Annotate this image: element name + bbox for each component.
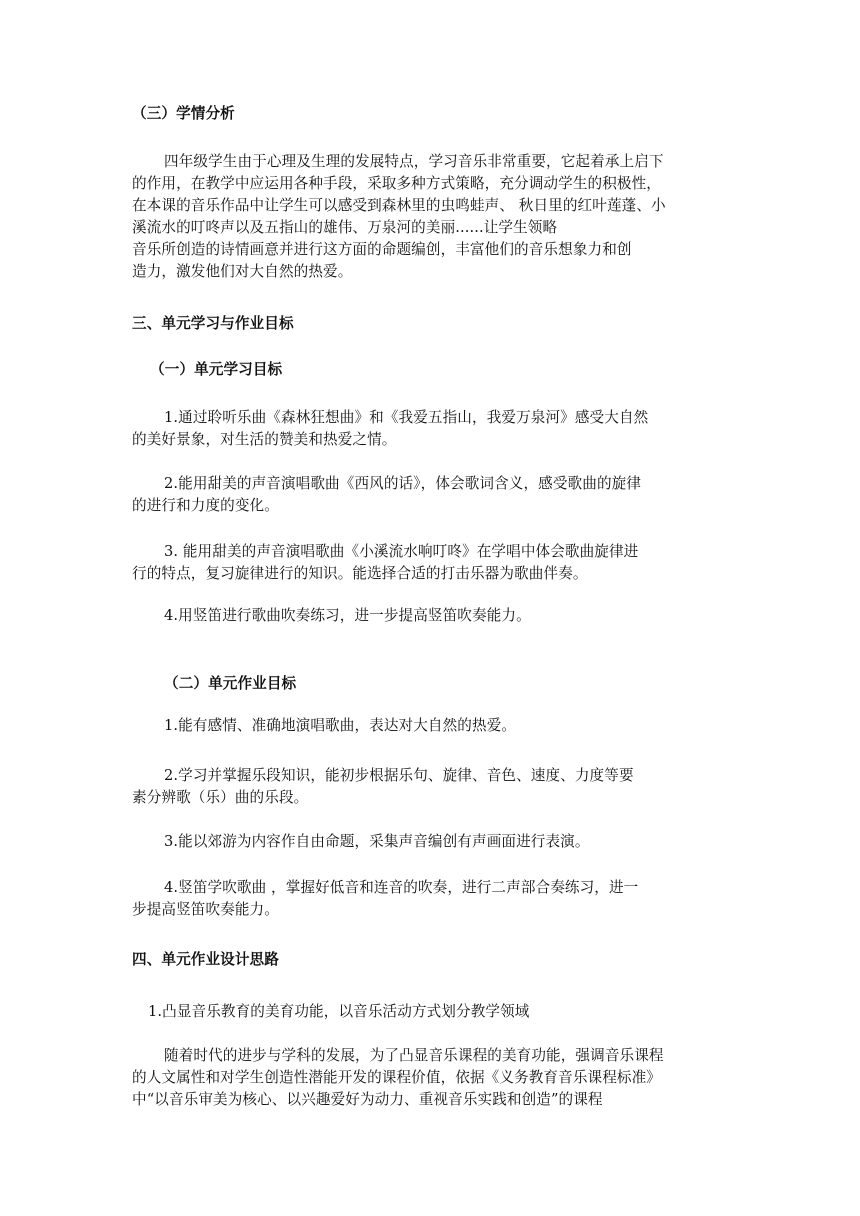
heading-section-4: 四、单元作业设计思路: [132, 951, 279, 968]
learning-goal-item: 行的特点，复习旋律进行的知识。能选择合适的打击乐器为歌曲伴奏。: [132, 565, 588, 582]
learning-goal-item: 2.能用甜美的声音演唱歌曲《西风的话》，体会歌词含义，感受歌曲的旋律: [164, 475, 642, 492]
heading-homework-goals: （二）单元作业目标: [164, 675, 297, 692]
learning-goal-item: 的进行和力度的变化。: [132, 497, 279, 514]
paragraph-line: 的作用，在教学中应运用各种手段，采取多种方式策略，充分调动学生的积极性，: [132, 175, 661, 192]
homework-goal-item: 2.学习并掌握乐段知识，能初步根据乐句、旋律、音色、速度、力度等要: [164, 767, 634, 784]
homework-goal-item: 1.能有感情、准确地演唱歌曲，表达对大自然的热爱。: [164, 717, 517, 734]
paragraph-line: 随着时代的进步与学科的发展，为了凸显音乐课程的美育功能，强调音乐课程: [164, 1047, 664, 1064]
paragraph-line: 四年级学生由于心理及生理的发展特点，学习音乐非常重要，它起着承上启下: [164, 153, 664, 170]
subheading-aesthetic-function: 1.凸显音乐教育的美育功能，以音乐活动方式划分教学领域: [148, 1003, 530, 1020]
homework-goal-item: 4.竖笛学吹歌曲 ，掌握好低音和连音的吹奏，进行二声部合奏练习，进一: [164, 879, 639, 896]
paragraph-line: 音乐所创造的诗情画意并进行这方面的命题编创，丰富他们的音乐想象力和创: [132, 241, 632, 258]
learning-goal-item: 的美好景象，对生活的赞美和热爱之情。: [132, 431, 397, 448]
learning-goal-item: 3. 能用甜美的声音演唱歌曲《小溪流水响叮咚》在学唱中体会歌曲旋律进: [164, 543, 639, 560]
paragraph-line: 造力，激发他们对大自然的热爱。: [132, 263, 353, 280]
paragraph-line: 中“以音乐审美为核心、以兴趣爱好为动力、重视音乐实践和创造”的课程: [132, 1091, 603, 1108]
paragraph-line: 在本课的音乐作品中让学生可以感受到森林里的虫鸣蛙声、 秋日里的红叶莲蓬、小: [132, 197, 666, 214]
heading-learning-analysis: （三）学情分析: [132, 105, 235, 122]
heading-section-3: 三、单元学习与作业目标: [132, 315, 294, 332]
homework-goal-item: 素分辨歌（乐）曲的乐段。: [132, 789, 309, 806]
paragraph-line: 的人文属性和对学生创造性潜能开发的课程价值，依据《义务教育音乐课程标准》: [132, 1069, 661, 1086]
heading-learning-goals: （一）单元学习目标: [150, 361, 283, 378]
learning-goal-item: 4.用竖笛进行歌曲吹奏练习，进一步提高竖笛吹奏能力。: [164, 607, 531, 624]
homework-goal-item: 步提高竖笛吹奏能力。: [132, 901, 279, 918]
paragraph-line: 溪流水的叮咚声以及五指山的雄伟、万泉河的美丽......让学生领略: [132, 219, 558, 236]
homework-goal-item: 3.能以郊游为内容作自由命题，采集声音编创有声画面进行表演。: [164, 833, 590, 850]
learning-goal-item: 1.通过聆听乐曲《森林狂想曲》和《我爱五指山，我爱万泉河》感受大自然: [164, 409, 649, 426]
